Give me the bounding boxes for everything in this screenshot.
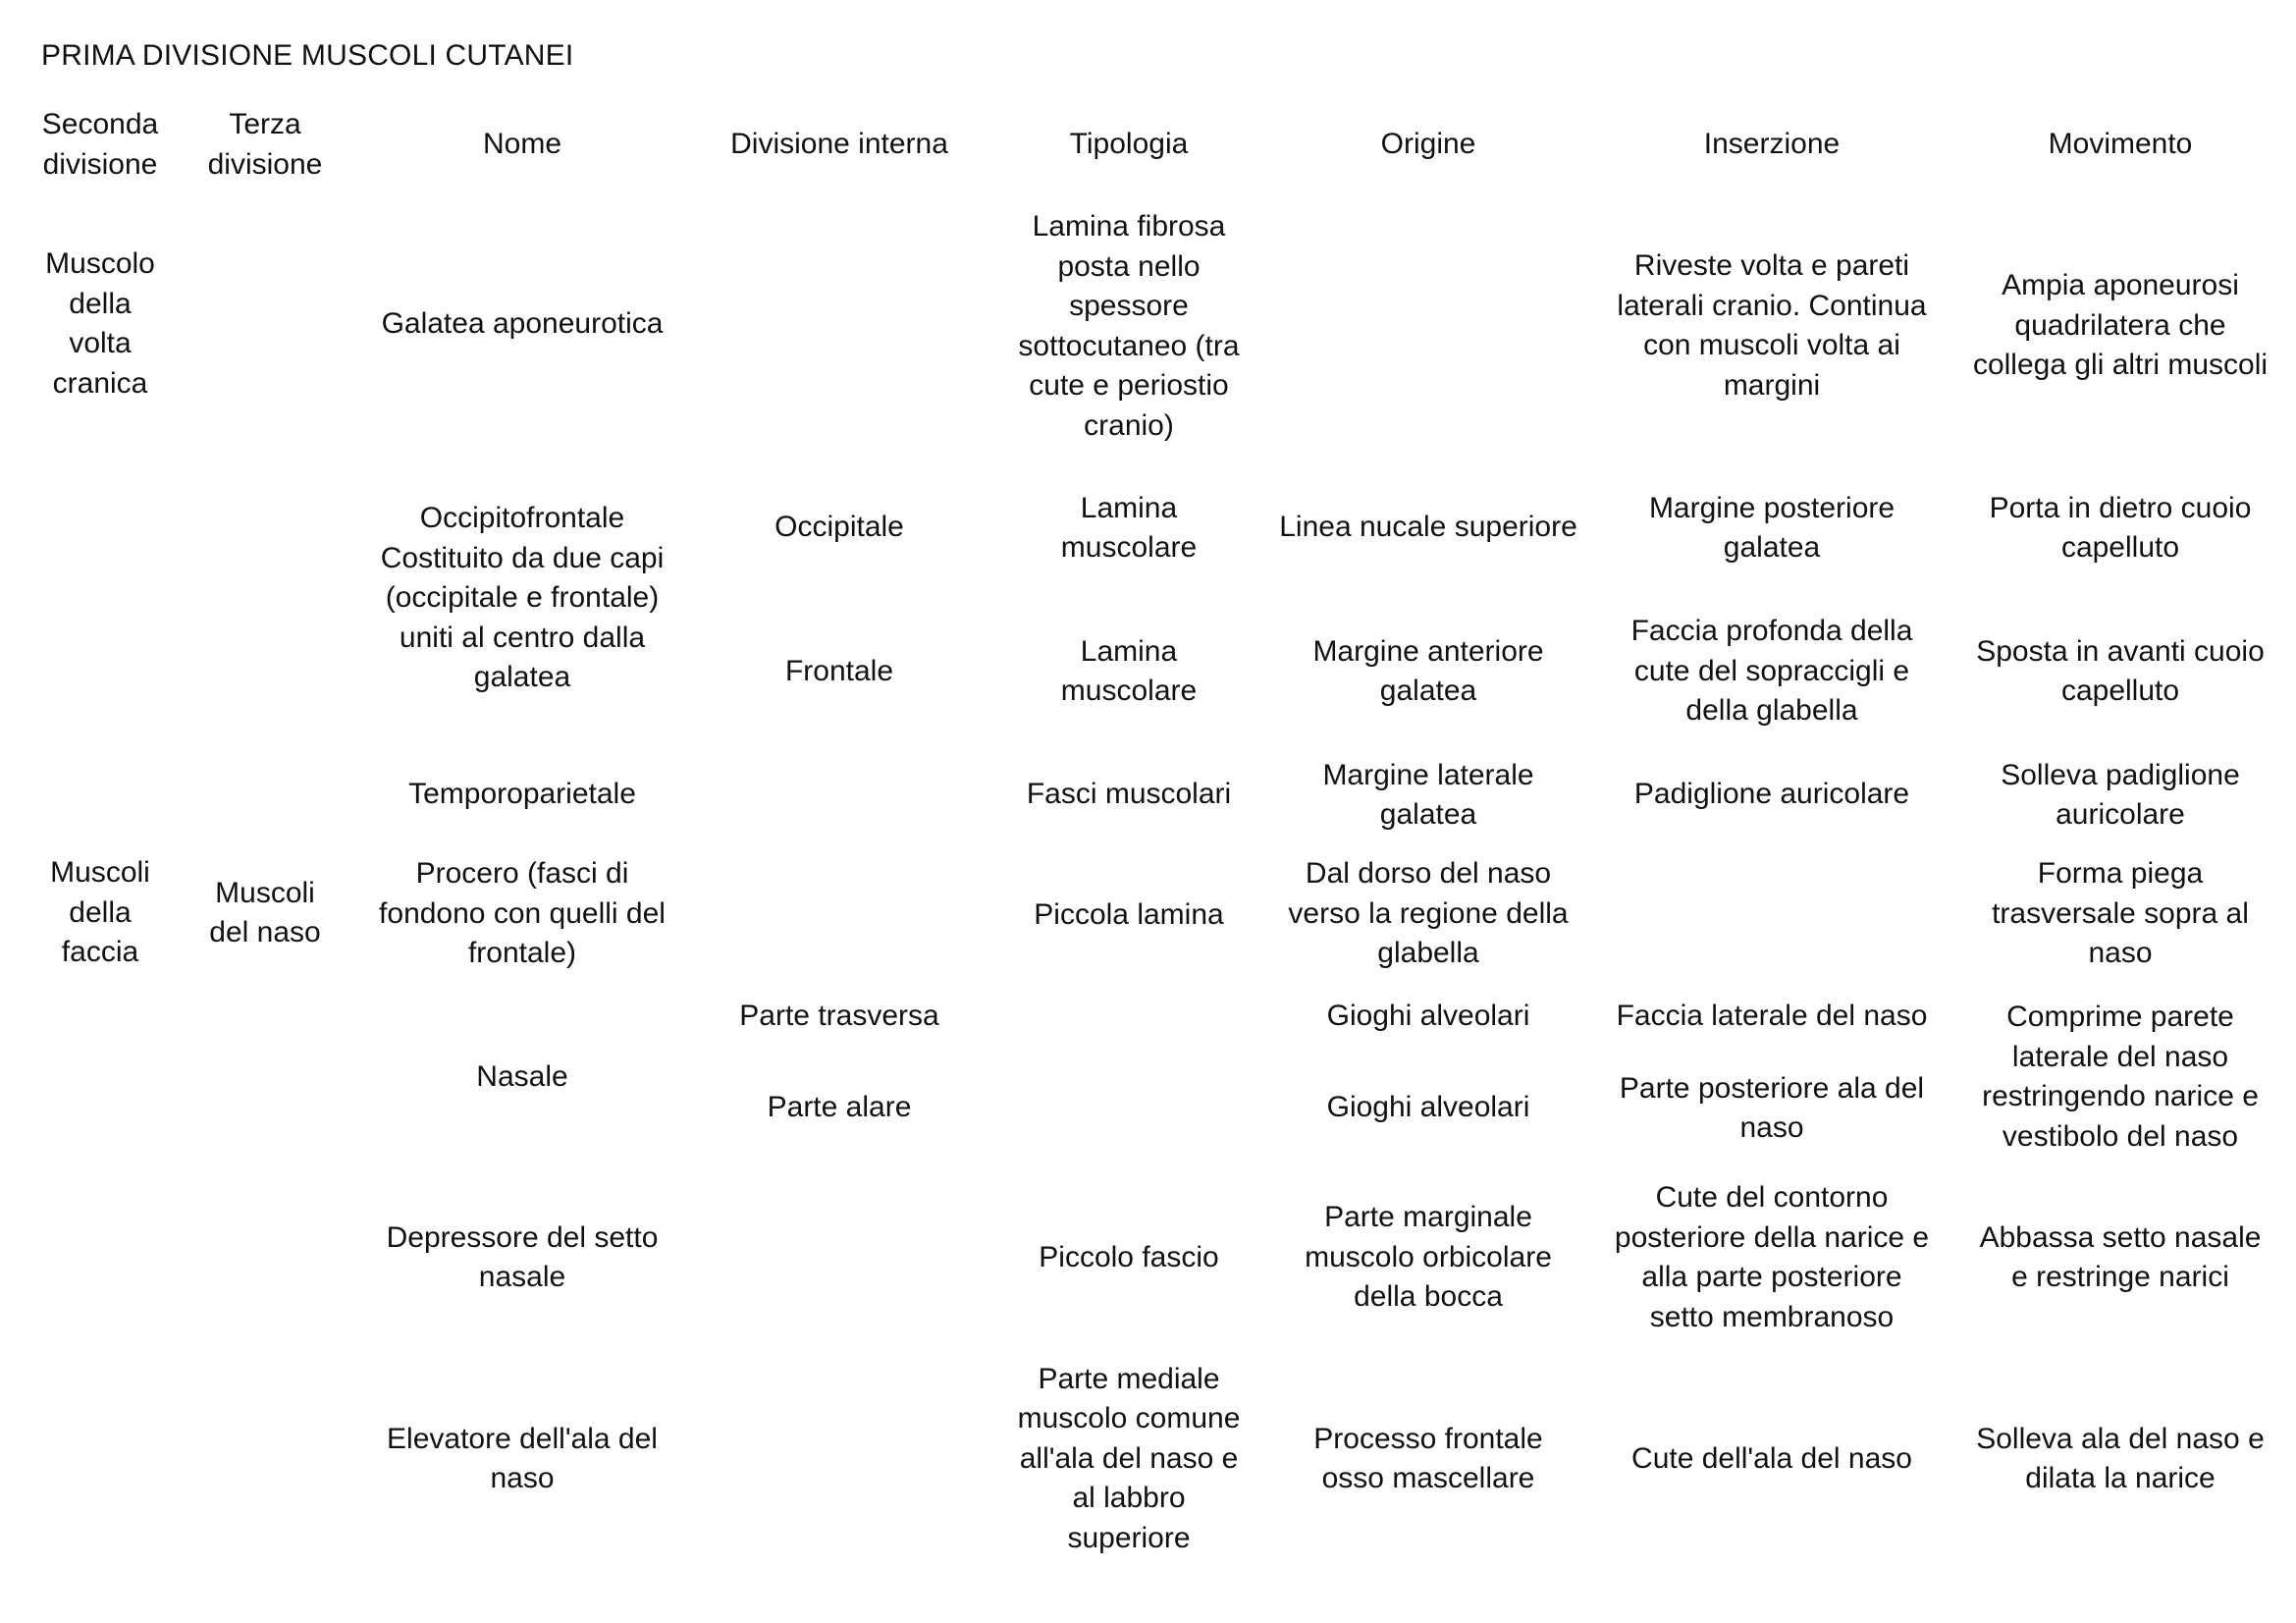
row-frontale-origine: Margine anteriore galatea: [1312, 634, 1544, 707]
row-trasversa-inserzione: Faccia laterale del naso: [1616, 1000, 1928, 1033]
row-nasale-movimento: Comprime parete laterale del naso restringendo narice e vestibolo del naso: [1982, 1001, 2259, 1153]
header-movimento: Movimento: [2048, 128, 2193, 161]
group-muscoli-faccia: Muscoli della faccia: [50, 856, 150, 969]
header-divisione-interna: Divisione interna: [730, 128, 948, 161]
row-elevatore-tipologia: Parte mediale muscolo comune all'ala del naso e al labbro superiore: [1017, 1362, 1241, 1554]
row-occipitale-tipologia: Lamina muscolare: [1060, 491, 1198, 564]
header-inserzione: Inserzione: [1703, 128, 1841, 161]
row-galatea-tipologia: Lamina fibrosa posta nello spessore sottocutaneo (tra cute e periostio cranio): [1018, 210, 1240, 442]
header-nome: Nome: [482, 128, 562, 161]
row-depressore-inserzione: Cute del contorno posteriore della narice e alla parte posteriore setto membranoso: [1614, 1181, 1930, 1333]
row-temporoparietale-origine: Margine laterale galatea: [1322, 758, 1534, 831]
row-trasversa-divisione: Parte trasversa: [739, 1000, 939, 1033]
row-procero-origine: Dal dorso del naso verso la regione della glabella: [1288, 857, 1569, 970]
page-title: PRIMA DIVISIONE MUSCOLI CUTANEI: [41, 39, 574, 72]
row-elevatore-inserzione: Cute dell'ala del naso: [1631, 1442, 1912, 1476]
row-occipitale-origine: Linea nucale superiore: [1279, 511, 1577, 544]
row-occipitale-movimento: Porta in dietro cuoio capelluto: [1989, 491, 2252, 564]
row-depressore-tipologia: Piccolo fascio: [1039, 1241, 1219, 1274]
header-origine: Origine: [1380, 128, 1476, 161]
row-alare-divisione: Parte alare: [767, 1091, 912, 1124]
row-galatea-nome: Galatea aponeurotica: [381, 306, 664, 340]
row-procero-tipologia: Piccola lamina: [1034, 898, 1224, 932]
row-elevatore-origine: Processo frontale osso mascellare: [1313, 1422, 1543, 1494]
row-temporoparietale-nome: Temporoparietale: [408, 778, 636, 811]
row-temporoparietale-movimento: Solleva padiglione auricolare: [2001, 758, 2240, 831]
row-depressore-movimento: Abbassa setto nasale e restringe narici: [1979, 1220, 2262, 1293]
group-muscolo-volta-cranica: Muscolo della volta cranica: [45, 247, 155, 400]
row-depressore-origine: Parte marginale muscolo orbicolare della bocca: [1305, 1201, 1552, 1314]
group-muscoli-naso: Muscoli del naso: [209, 876, 321, 948]
row-temporoparietale-tipologia: Fasci muscolari: [1026, 778, 1232, 811]
row-elevatore-nome: Elevatore dell'ala del naso: [387, 1422, 658, 1494]
row-elevatore-movimento: Solleva ala del naso e dilata la narice: [1976, 1422, 2265, 1494]
row-frontale-divisione: Frontale: [784, 655, 894, 688]
header-terza-divisione: Terza divisione: [207, 108, 323, 181]
row-depressore-nome: Depressore del setto nasale: [386, 1220, 659, 1293]
row-temporoparietale-inserzione: Padiglione auricolare: [1633, 778, 1910, 811]
row-frontale-tipologia: Lamina muscolare: [1060, 634, 1198, 707]
row-occipitale-divisione: Occipitale: [774, 511, 904, 544]
row-trasversa-origine: Gioghi alveolari: [1326, 1000, 1530, 1033]
row-occipitofrontale-nome: Occipitofrontale Costituito da due capi (occipitale e frontale) uniti al centro dalla galatea: [380, 502, 665, 694]
row-nasale-nome: Nasale: [476, 1060, 568, 1094]
row-frontale-inserzione: Faccia profonda della cute del sopraccigli e della glabella: [1630, 615, 1913, 728]
row-alare-origine: Gioghi alveolari: [1326, 1091, 1530, 1124]
row-frontale-movimento: Sposta in avanti cuoio capelluto: [1976, 634, 2265, 707]
header-tipologia: Tipologia: [1069, 128, 1189, 161]
row-procero-nome: Procero (fasci di fondono con quelli del frontale): [379, 857, 666, 970]
header-seconda-divisione: Seconda divisione: [41, 108, 159, 181]
row-alare-inserzione: Parte posteriore ala del naso: [1619, 1071, 1925, 1144]
row-procero-movimento: Forma piega trasversale sopra al naso: [1992, 857, 2249, 970]
row-galatea-inserzione: Riveste volta e pareti laterali cranio. Continua con muscoli volta ai margini: [1617, 249, 1927, 402]
row-galatea-movimento: Ampia aponeurosi quadrilatera che collega gli altri muscoli: [1972, 269, 2269, 382]
row-occipitale-inserzione: Margine posteriore galatea: [1648, 491, 1896, 564]
